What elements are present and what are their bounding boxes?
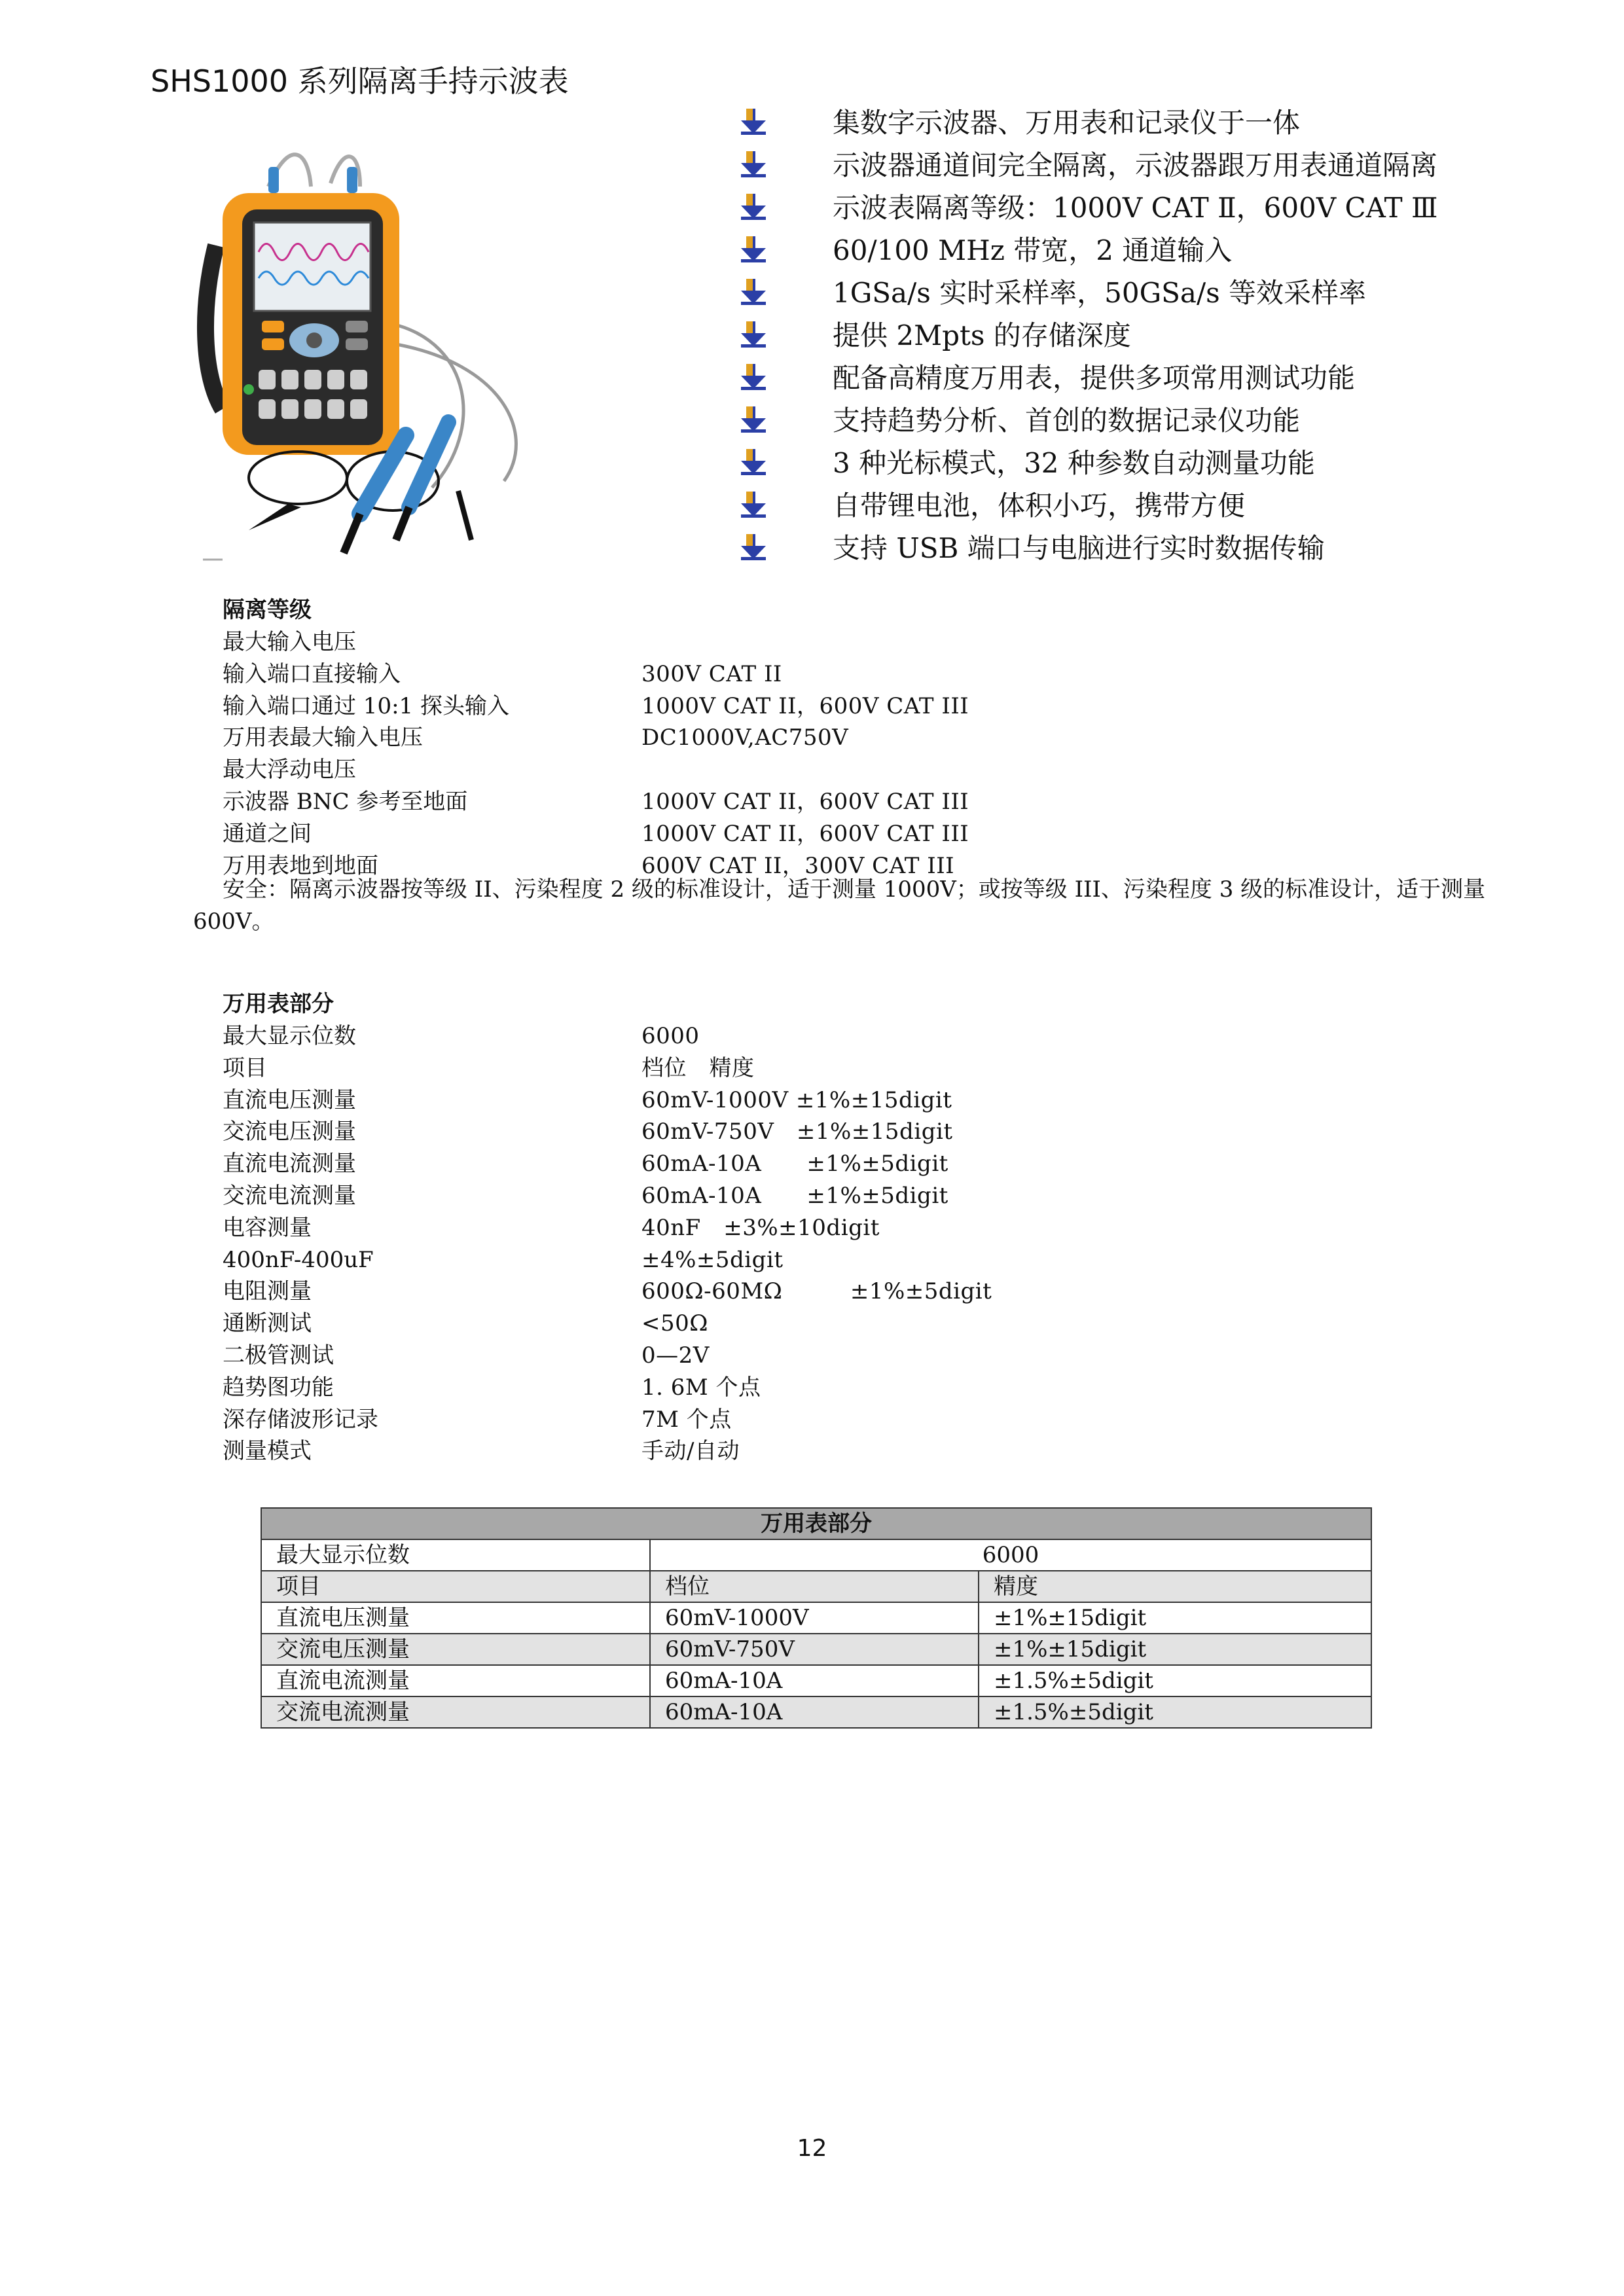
table-cell: 60mA-10A bbox=[650, 1665, 979, 1696]
arrow-bullet-icon bbox=[740, 235, 767, 262]
table-row bbox=[261, 1634, 1371, 1665]
multimeter-section bbox=[223, 988, 992, 1467]
safety-note: 安全：隔离示波器按等级 II、污染程度 2 级的标准设计，适于测量 1000V；或按等级 III、污染程度 3 级的标准设计，适于测量 600V。 bbox=[193, 876, 1486, 935]
table-cell: ±1%±15digit bbox=[979, 1634, 1371, 1665]
section-heading: 万用表部分 bbox=[223, 991, 334, 1017]
feature-list bbox=[740, 99, 1564, 567]
arrow-bullet-icon bbox=[740, 448, 767, 475]
arrow-bullet-icon bbox=[740, 363, 767, 390]
arrow-bullet-icon bbox=[740, 192, 767, 220]
arrow-bullet-icon bbox=[740, 278, 767, 305]
spec-row: 趋势图功能 1. 6M 个点 bbox=[223, 1374, 761, 1401]
spec-row: 400nF-400uF ±4%±5digit bbox=[223, 1246, 784, 1273]
spec-row: 输入端口直接输入 300V CAT II bbox=[223, 660, 782, 687]
spec-row: 深存储波形记录 7M 个点 bbox=[223, 1406, 732, 1433]
table-cell: 直流电压测量 bbox=[261, 1602, 650, 1634]
column-header: 精度 bbox=[979, 1571, 1371, 1602]
table-header-row bbox=[261, 1508, 1371, 1539]
section-heading: 隔离等级 bbox=[223, 597, 312, 623]
table-cell: ±1%±15digit bbox=[979, 1602, 1371, 1634]
spec-row: 通断测试 <50Ω bbox=[223, 1310, 708, 1337]
table-cell: 最大显示位数 bbox=[261, 1539, 650, 1571]
table-cell: ±1.5%±5digit bbox=[979, 1696, 1371, 1728]
list-item: 示波表隔离等级：1000V CAT Ⅱ，600V CAT Ⅲ bbox=[740, 185, 1564, 227]
table-cell: 交流电压测量 bbox=[261, 1634, 650, 1665]
column-header: 项目 bbox=[261, 1571, 650, 1602]
list-item: 集数字示波器、万用表和记录仪于一体 bbox=[740, 99, 1564, 142]
table-row bbox=[261, 1539, 1371, 1571]
list-item: 示波器通道间完全隔离，示波器跟万用表通道隔离 bbox=[740, 142, 1564, 185]
list-item: 支持趋势分析、首创的数据记录仪功能 bbox=[740, 397, 1564, 440]
list-item: 提供 2Mpts 的存储深度 bbox=[740, 312, 1564, 355]
multimeter-spec-table bbox=[261, 1507, 1372, 1729]
spec-row: 电容测量 40nF ±3%±10digit bbox=[223, 1214, 880, 1241]
spec-row: 最大浮动电压 bbox=[223, 757, 356, 783]
spec-row: 示波器 BNC 参考至地面 1000V CAT II，600V CAT III bbox=[223, 788, 969, 815]
spec-row: 最大输入电压 bbox=[223, 629, 356, 655]
table-cell: 60mA-10A bbox=[650, 1696, 979, 1728]
list-item: 自带锂电池，体积小巧，携带方便 bbox=[740, 482, 1564, 525]
arrow-bullet-icon bbox=[740, 490, 767, 518]
table-cell: 60mV-1000V bbox=[650, 1602, 979, 1634]
list-item: 60/100 MHz 带宽，2 通道输入 bbox=[740, 227, 1564, 270]
arrow-bullet-icon bbox=[740, 405, 767, 433]
list-item: 配备高精度万用表，提供多项常用测试功能 bbox=[740, 355, 1564, 397]
spec-row: 万用表地到地面 600V CAT II，300V CAT III bbox=[223, 852, 955, 879]
spec-row: 二极管测试 0—2V bbox=[223, 1342, 710, 1369]
list-item: 1GSa/s 实时采样率，50GSa/s 等效采样率 bbox=[740, 270, 1564, 312]
table-cell: ±1.5%±5digit bbox=[979, 1665, 1371, 1696]
spec-row: 万用表最大输入电压 DC1000V,AC750V bbox=[223, 725, 849, 751]
isolation-section bbox=[223, 594, 969, 882]
page-title: SHS1000 系列隔离手持示波表 bbox=[151, 63, 569, 99]
table-cell: 直流电流测量 bbox=[261, 1665, 650, 1696]
arrow-bullet-icon bbox=[740, 150, 767, 177]
table-row bbox=[261, 1665, 1371, 1696]
spec-row: 直流电流测量 60mA-10A ±1%±5digit bbox=[223, 1151, 948, 1177]
spec-row: 输入端口通过 10:1 探头输入 1000V CAT II，600V CAT III bbox=[223, 692, 969, 719]
table-row bbox=[261, 1571, 1371, 1602]
spec-row: 直流电压测量 60mV-1000V ±1%±15digit bbox=[223, 1086, 952, 1113]
arrow-bullet-icon bbox=[740, 320, 767, 348]
spec-row: 交流电压测量 60mV-750V ±1%±15digit bbox=[223, 1119, 953, 1145]
spec-row: 通道之间 1000V CAT II，600V CAT III bbox=[223, 820, 969, 847]
spec-row: 交流电流测量 60mA-10A ±1%±5digit bbox=[223, 1182, 948, 1209]
spec-row: 电阻测量 600Ω-60MΩ ±1%±5digit bbox=[223, 1278, 992, 1305]
list-item: 支持 USB 端口与电脑进行实时数据传输 bbox=[740, 525, 1564, 567]
spec-row: 测量模式 手动/自动 bbox=[223, 1438, 740, 1465]
page-number: 12 bbox=[797, 2135, 827, 2162]
spec-row: 最大显示位数 6000 bbox=[223, 1023, 700, 1049]
oscilloscope-photo bbox=[196, 147, 576, 566]
table-cell: 60mV-750V bbox=[650, 1634, 979, 1665]
table-cell: 交流电流测量 bbox=[261, 1696, 650, 1728]
table-cell: 6000 bbox=[650, 1539, 1371, 1571]
arrow-bullet-icon bbox=[740, 107, 767, 135]
column-header: 档位 bbox=[650, 1571, 979, 1602]
arrow-bullet-icon bbox=[740, 533, 767, 560]
table-title: 万用表部分 bbox=[261, 1508, 1371, 1539]
table-row bbox=[261, 1602, 1371, 1634]
spec-row: 项目 档位 精度 bbox=[223, 1054, 755, 1081]
list-item: 3 种光标模式，32 种参数自动测量功能 bbox=[740, 440, 1564, 482]
table-row bbox=[261, 1696, 1371, 1728]
